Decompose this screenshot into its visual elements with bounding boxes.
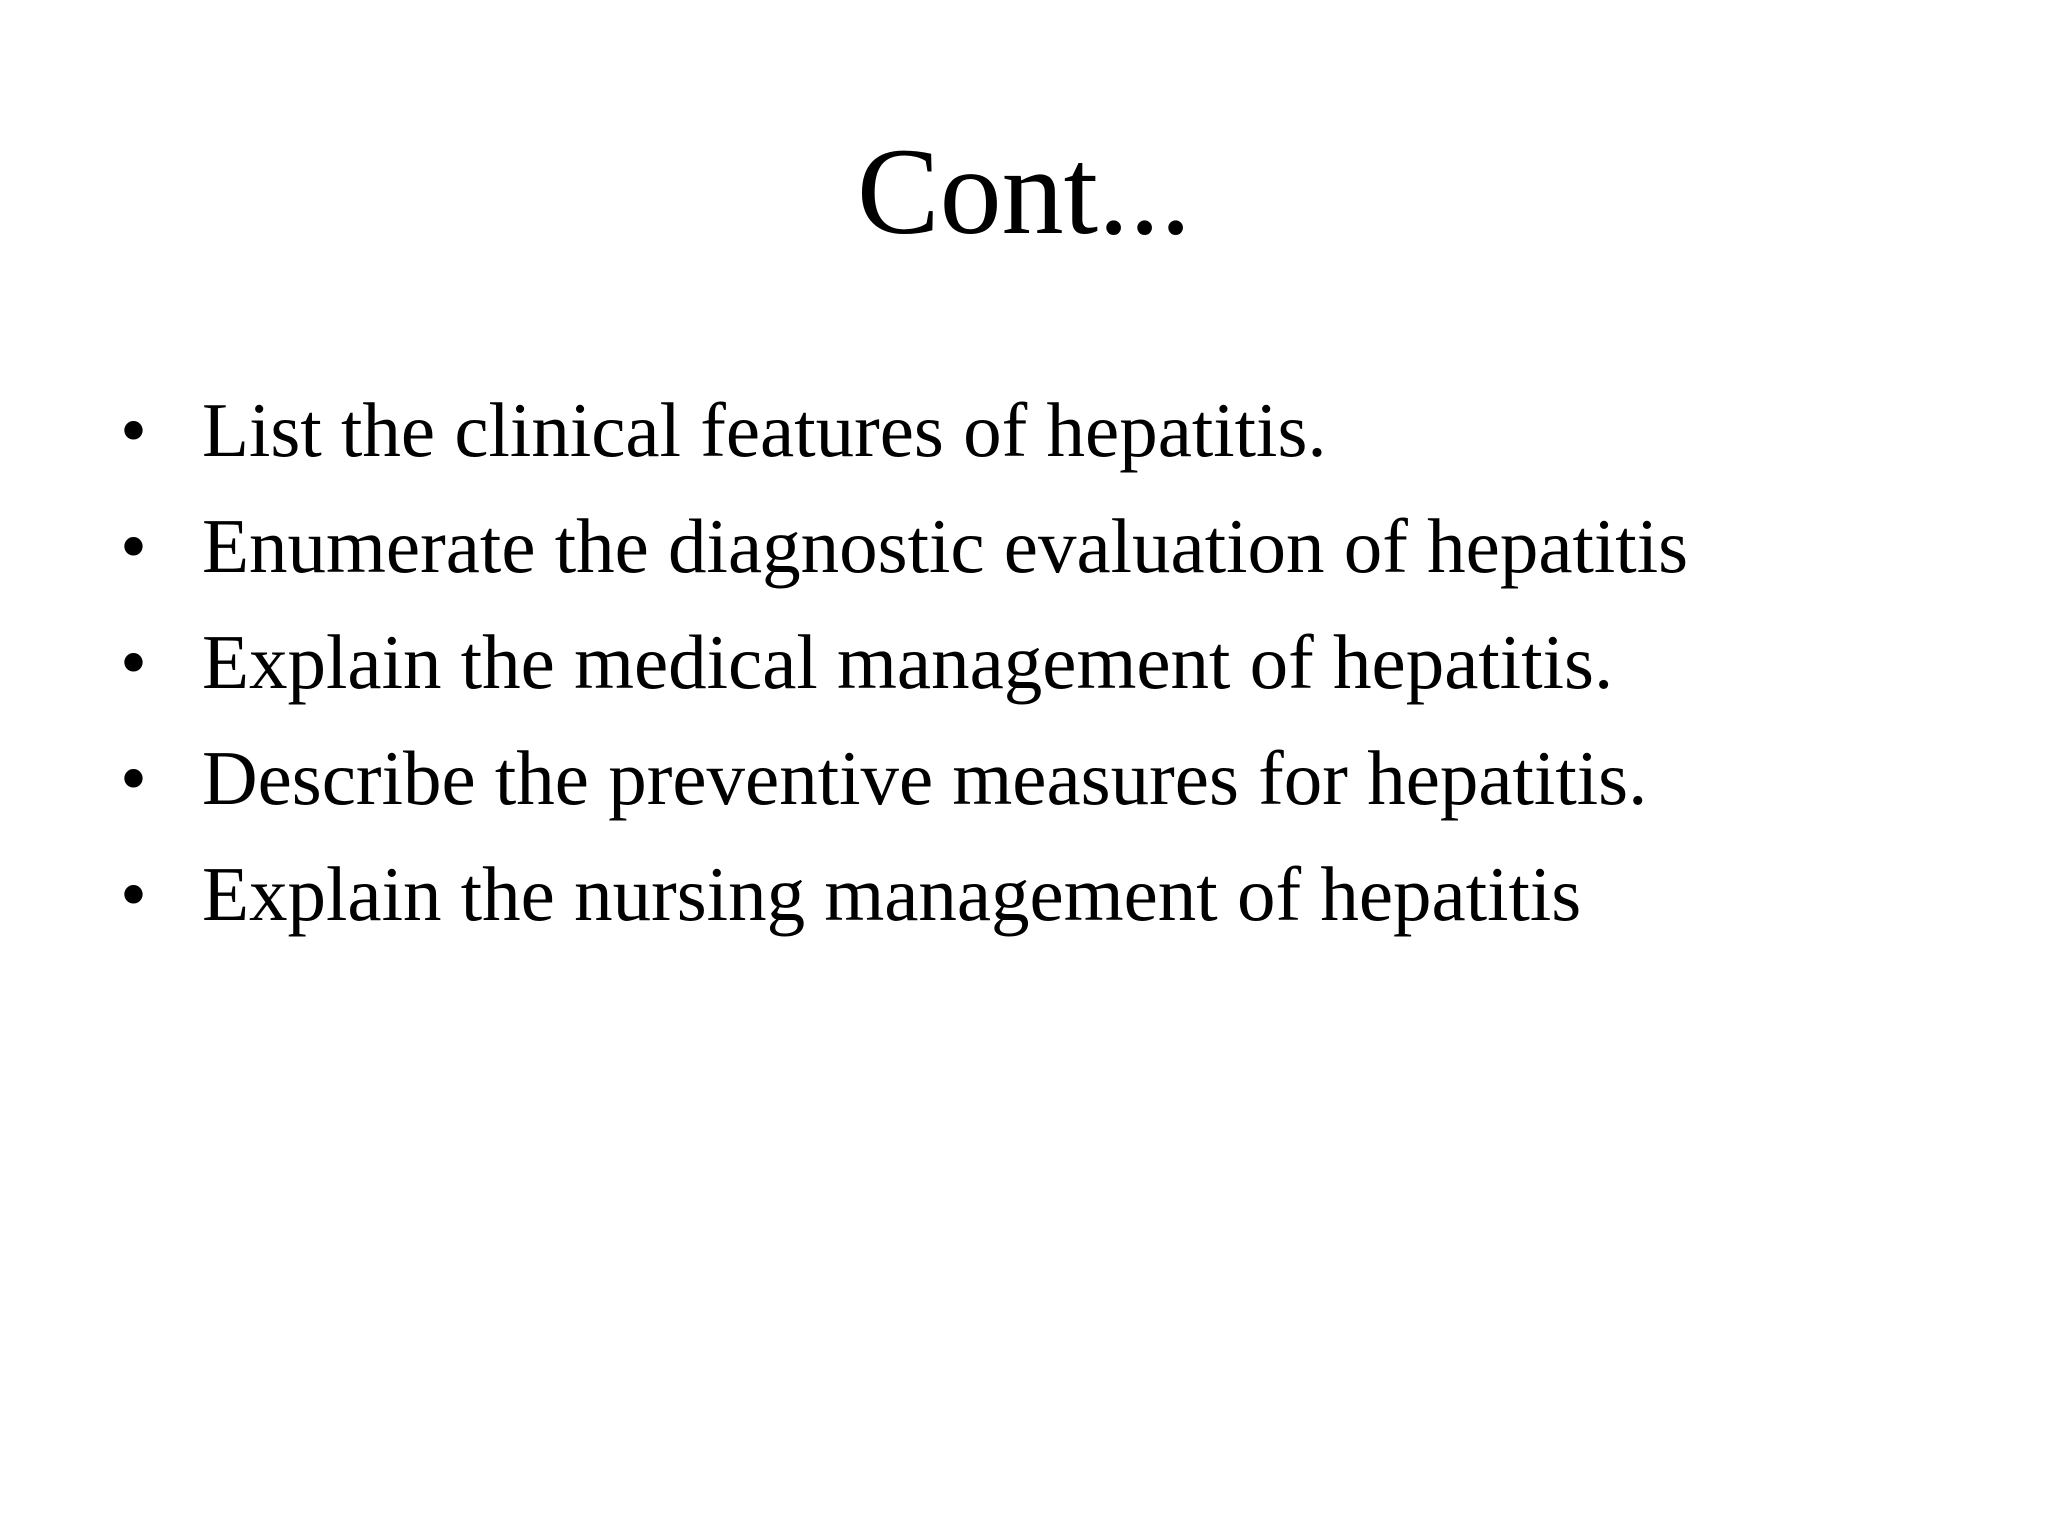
bullet-icon: • (120, 619, 147, 705)
list-item (120, 604, 2000, 720)
list-item (120, 372, 2000, 488)
list-item (120, 488, 2000, 604)
bullet-text: List the clinical features of hepatitis. (202, 387, 1327, 473)
bullet-icon: • (120, 503, 147, 589)
list-item (120, 720, 2000, 836)
bullet-icon: • (120, 851, 147, 937)
bullet-icon: • (120, 735, 147, 821)
bullet-text: Explain the medical management of hepatitis. (202, 619, 1614, 705)
list-item (120, 836, 2000, 952)
bullet-text: Enumerate the diagnostic evaluation of hepatitis (202, 503, 1689, 589)
bullet-text: Explain the nursing management of hepatitis (202, 851, 1582, 937)
bullet-icon: • (120, 387, 147, 473)
bullet-text: Describe the preventive measures for hepatitis. (202, 735, 1648, 821)
bullet-list (120, 372, 2000, 952)
slide-title: Cont... (856, 123, 1192, 260)
